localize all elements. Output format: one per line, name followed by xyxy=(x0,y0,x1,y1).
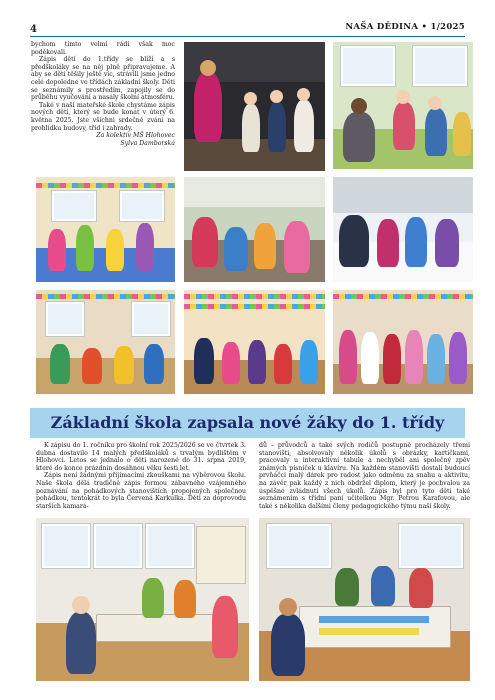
intro-paragraph: Zápis dětí do 1.třídy se blíží a s předškoláky se na něj plně připravujeme. A aby se děti těšily ještě víc, strávili jsme jedno celé dopoledne ve třídách základní školy. Děti se seznámily s prostředím, zapojily se do průběhu vyučování a nasály školní atmosféru. xyxy=(31,56,175,102)
photo-outdoor-snack xyxy=(184,177,325,282)
article-paragraph: dů – průvodců a také svých rodičů postupně procházely třemi stanovišti, absolvovaly několik úkolů s obrázky, kartičkami, pracovaly u interaktivní tabule a nechyběl ani společný zpěv známých písniček u klavíru. Na každém stanovišti dostali budoucí prvňáčci malý dárek pro radost jako odměnu za snahu a aktivitu, na závěr pak každý z nich obdržel diplom, který je pochvalou za úspěšné zvládnutí všech úkolů. Zápis byl pro tyto děti také seznámením s třídní paní učitelkou Mgr. Petrou Karafovou, ale také s několika dalšími členy pedagogického týmu naší školy. xyxy=(259,442,470,510)
photo-carnival-class xyxy=(36,177,175,282)
article-column-right xyxy=(259,442,470,510)
header-rule xyxy=(30,36,465,37)
article-column-left xyxy=(36,442,246,510)
signature-name: Sylva Damborská xyxy=(120,139,175,147)
article-paragraph: Zápis není žádnými přijímacími zkouškami na výběrovou školu. Naše škola dělá tradičně zápis formou zábavného vzájemného poznávání na pohádkových stanovištích propojených společnou pohádkou, tentokrát to byla Červená Karkulka. Děti za doprovodu starších kamará- xyxy=(36,472,246,510)
photo-magician-show xyxy=(184,42,325,171)
photo-kids-snow xyxy=(333,177,473,282)
running-head: NAŠA DĚDINA • 1/2025 xyxy=(345,22,465,32)
photo-kids-classroom xyxy=(333,42,473,169)
intro-paragraph: Také v naší mateřské škole chystáme zápis nových dětí, který se bude konat v úterý 6. května 2025. Jste všichni srdečně zváni na prohlídku budovy, tříd i zahrady. xyxy=(31,101,175,132)
intro-paragraph: bychom tímto velmi rádi však moc poděkovali. xyxy=(31,41,175,56)
photo-carnival-dance xyxy=(184,290,325,394)
page-number: 4 xyxy=(30,24,37,35)
photo-carnival-chairs xyxy=(36,290,175,394)
article-paragraph: K zápisu do 1. ročníku pro školní rok 2025/2026 se ve čtvrtek 3. dubna dostavilo 14 malých předškoláků s trvalým bydlištěm v Hlohovci. Letos se jednalo o děti narozené do 31. srpna 2019, které do konce prázdnin dosáhnou věku šesti let. xyxy=(36,442,246,472)
photo-school-table-activity xyxy=(259,518,470,681)
intro-text-column xyxy=(31,41,175,147)
signature-line: Za kolektiv MŠ Hlohovec xyxy=(96,132,175,140)
photo-school-classroom xyxy=(36,518,249,681)
photo-costumes-lineup xyxy=(333,290,473,394)
article-headline: Základní škola zapsala nové žáky do 1. třídy xyxy=(50,413,445,432)
